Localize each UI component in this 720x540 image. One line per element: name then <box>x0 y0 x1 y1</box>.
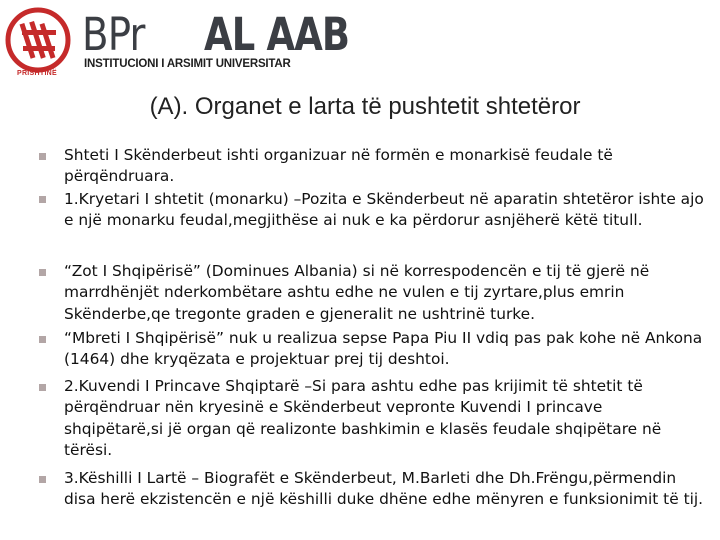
bullet-text: 1.Kryetari I shtetit (monarku) –Pozita e Skënderbeut në aparatin shtetëror ishte ajo e një monarku feudal,megjithëse ai nuk e ka përdorur asnjëherë këtë titull. <box>64 190 704 230</box>
bullet-square-icon <box>39 476 46 483</box>
slide-title: (A). Organet e larta të pushtetit shtetëror <box>149 93 581 120</box>
bullet-item <box>64 145 704 188</box>
bullet-text: 3.Këshilli I Lartë – Biografët e Skënderbeut, M.Barleti dhe Dh.Frëngu,përmendin disa herë ekzistencën e një këshilli duke dhëne edhe mënyren e funksionimit të tij. <box>64 469 704 509</box>
bullet-item <box>64 376 704 462</box>
bullet-item <box>64 328 704 371</box>
brand-thin: BPr <box>82 8 145 61</box>
bullet-text: “Mbreti I Shqipërisë” nuk u realizua sepse Papa Piu II vdiq pas pak kohe në Ankona (1464) dhe kryqëzata e projektuar prej tij deshtoi. <box>64 329 703 369</box>
emblem-caption: PRISHTINË <box>16 70 58 77</box>
bullet-square-icon <box>39 269 46 276</box>
brand-bold: AL AAB <box>204 8 350 61</box>
bullet-square-icon <box>39 336 46 343</box>
bullet-square-icon <box>39 153 46 160</box>
bullet-square-icon <box>39 384 46 391</box>
bullet-text: “Zot I Shqipërisë” (Dominues Albania) si në korrespodencën e tij të gjerë në marrdhënjët nderkombëtare ashtu edhe ne vulen e tij zyrtare,plus emrin Skënderbe,qe tregonte graden e gjeneralit ne ushtrinë turke. <box>64 262 650 323</box>
bullet-item <box>64 261 704 325</box>
bullet-item <box>64 468 704 511</box>
bullet-square-icon <box>39 196 46 203</box>
institution-name: INSTITUCIONI I ARSIMIT UNIVERSITAR <box>84 58 291 70</box>
bullet-item <box>64 189 704 232</box>
bullet-text: 2.Kuvendi I Princave Shqiptarë –Si para ashtu edhe pas krijimit të shtetit të përqëndruar nën kryesinë e Skënderbeut vepronte Kuvendi I princave shqipëtarë,si jë organ që realizonte bashkimin e klasës feudale shqipëtare në tërësi. <box>64 377 662 460</box>
bullet-text: Shteti I Skënderbeut ishti organizuar në formën e monarkisë feudale të përqëndruara. <box>64 146 613 186</box>
